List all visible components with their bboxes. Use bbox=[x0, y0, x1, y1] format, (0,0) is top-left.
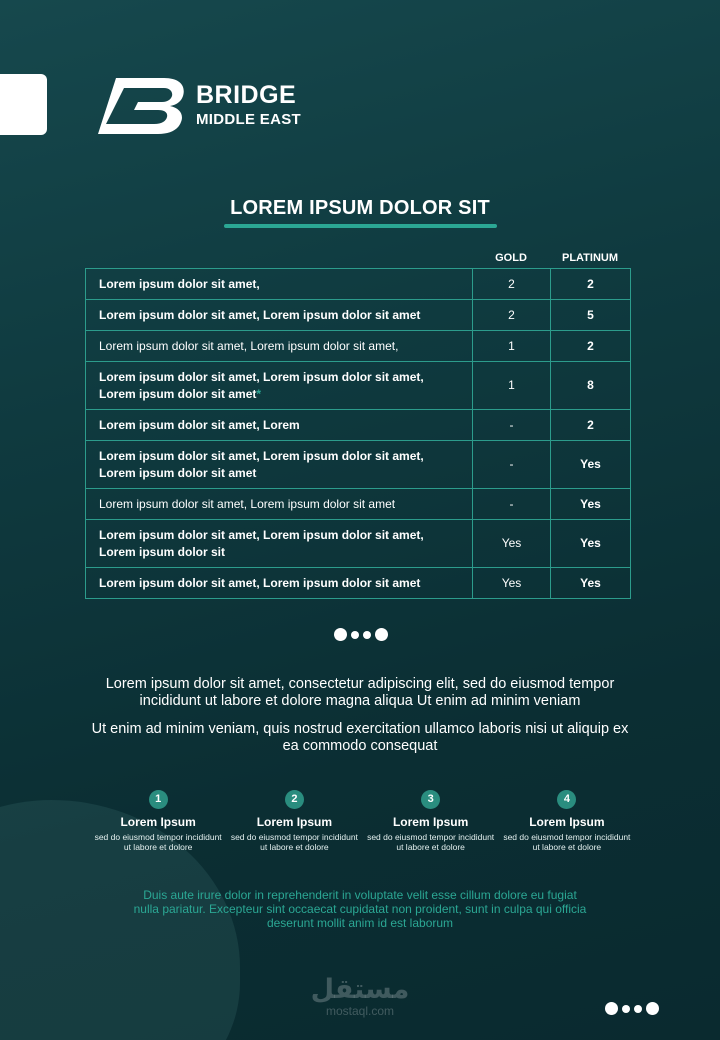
highlight-paragraph: Duis aute irure dolor in reprehenderit in voluptate velit esse cillum dolore eu fugiat nulla pariatur. Excepteur sint occaecat cupidatat non proident, sunt in culpa qui officia deserunt mollit anim id est laborum bbox=[133, 888, 587, 930]
step-description: sed do eiusmod tempor incididunt ut labore et dolore bbox=[503, 832, 631, 852]
gold-value: 2 bbox=[473, 300, 551, 331]
gold-value: 1 bbox=[473, 362, 551, 410]
intro-paragraph: Lorem ipsum dolor sit amet, consectetur adipiscing elit, sed do eiusmod tempor incididunt ut labore et dolore magna aliqua Ut enim ad minim veniam bbox=[105, 676, 615, 709]
row-label-line2: Lorem ipsum dolor sit amet bbox=[99, 386, 257, 401]
dot bbox=[351, 631, 359, 639]
table-row bbox=[86, 568, 631, 599]
table-row bbox=[86, 300, 631, 331]
row-label-line1: Lorem ipsum dolor sit amet, Lorem ipsum dolor sit amet, bbox=[99, 448, 424, 463]
step-item bbox=[363, 790, 499, 852]
step-title: Lorem Ipsum bbox=[529, 815, 605, 829]
step-description: sed do eiusmod tempor incididunt ut labore et dolore bbox=[230, 832, 358, 852]
step-number-badge: 1 bbox=[149, 790, 168, 809]
row-label: Lorem ipsum dolor sit amet, Lorem ipsum dolor sit amet bbox=[86, 300, 473, 331]
step-number-badge: 2 bbox=[285, 790, 304, 809]
row-label: Lorem ipsum dolor sit amet, Lorem ipsum dolor sit amet bbox=[86, 489, 473, 520]
row-label-line2: Lorem ipsum dolor sit bbox=[99, 544, 226, 559]
row-label: Lorem ipsum dolor sit amet, bbox=[86, 269, 473, 300]
row-label bbox=[86, 441, 473, 489]
dot bbox=[334, 628, 347, 641]
pagination-dots-footer bbox=[603, 1002, 661, 1015]
dot bbox=[622, 1005, 630, 1013]
watermark-arabic: مستقل bbox=[310, 974, 410, 1005]
platinum-value: Yes bbox=[551, 489, 631, 520]
step-title: Lorem Ipsum bbox=[120, 815, 196, 829]
column-header-gold: GOLD bbox=[495, 252, 527, 264]
dot bbox=[634, 1005, 642, 1013]
gold-value: - bbox=[473, 489, 551, 520]
gold-value: - bbox=[473, 410, 551, 441]
gold-value: 2 bbox=[473, 269, 551, 300]
dot bbox=[605, 1002, 618, 1015]
row-label: Lorem ipsum dolor sit amet, Lorem bbox=[86, 410, 473, 441]
table-row bbox=[86, 489, 631, 520]
row-label-line1: Lorem ipsum dolor sit amet, Lorem ipsum dolor sit amet, bbox=[99, 369, 424, 384]
platinum-value: 8 bbox=[551, 362, 631, 410]
table-row bbox=[86, 410, 631, 441]
step-description: sed do eiusmod tempor incididunt ut labore et dolore bbox=[367, 832, 495, 852]
table-row bbox=[86, 362, 631, 410]
gold-value: Yes bbox=[473, 520, 551, 568]
table-row bbox=[86, 269, 631, 300]
footnote-star: * bbox=[256, 386, 262, 401]
secondary-paragraph: Ut enim ad minim veniam, quis nostrud exercitation ullamco laboris nisi ut aliquip ex ea commodo consequat bbox=[91, 721, 629, 754]
brand-name: BRIDGE bbox=[196, 81, 297, 109]
platinum-value: 2 bbox=[551, 269, 631, 300]
step-number-badge: 4 bbox=[557, 790, 576, 809]
dot bbox=[375, 628, 388, 641]
platinum-value: Yes bbox=[551, 441, 631, 489]
platinum-value: Yes bbox=[551, 520, 631, 568]
platinum-value: Yes bbox=[551, 568, 631, 599]
table-row bbox=[86, 520, 631, 568]
gold-value: - bbox=[473, 441, 551, 489]
brand-subtitle: MIDDLE EAST bbox=[196, 111, 301, 128]
step-description: sed do eiusmod tempor incididunt ut labore et dolore bbox=[94, 832, 222, 852]
steps-row bbox=[90, 790, 635, 852]
step-title: Lorem Ipsum bbox=[256, 815, 333, 829]
step-item bbox=[499, 790, 635, 852]
gold-value: Yes bbox=[473, 568, 551, 599]
brand-logo bbox=[94, 74, 301, 136]
row-label-line1: Lorem ipsum dolor sit amet, Lorem ipsum dolor sit amet, bbox=[99, 527, 424, 542]
row-label: Lorem ipsum dolor sit amet, Lorem ipsum dolor sit amet bbox=[86, 568, 473, 599]
step-item bbox=[226, 790, 362, 852]
row-label bbox=[86, 520, 473, 568]
pagination-dots bbox=[332, 628, 390, 641]
column-header-platinum: PLATINUM bbox=[561, 252, 618, 264]
platinum-value: 2 bbox=[551, 331, 631, 362]
row-label: Lorem ipsum dolor sit amet, Lorem ipsum dolor sit amet, bbox=[86, 331, 473, 362]
table-row bbox=[86, 331, 631, 362]
stylized-b-icon bbox=[94, 74, 190, 136]
gold-value: 1 bbox=[473, 331, 551, 362]
title-underline bbox=[224, 224, 497, 228]
comparison-table bbox=[85, 268, 631, 599]
page-tab bbox=[0, 74, 47, 135]
row-label-line2: Lorem ipsum dolor sit amet bbox=[99, 465, 257, 480]
platinum-value: 5 bbox=[551, 300, 631, 331]
dot bbox=[646, 1002, 659, 1015]
table-row bbox=[86, 441, 631, 489]
step-item bbox=[90, 790, 226, 852]
page-title: LOREM IPSUM DOLOR SIT bbox=[230, 197, 490, 219]
watermark-url: mostaql.com bbox=[325, 1004, 395, 1018]
step-number-badge: 3 bbox=[421, 790, 440, 809]
step-title: Lorem Ipsum bbox=[392, 815, 469, 829]
row-label bbox=[86, 362, 473, 410]
dot bbox=[363, 631, 371, 639]
platinum-value: 2 bbox=[551, 410, 631, 441]
